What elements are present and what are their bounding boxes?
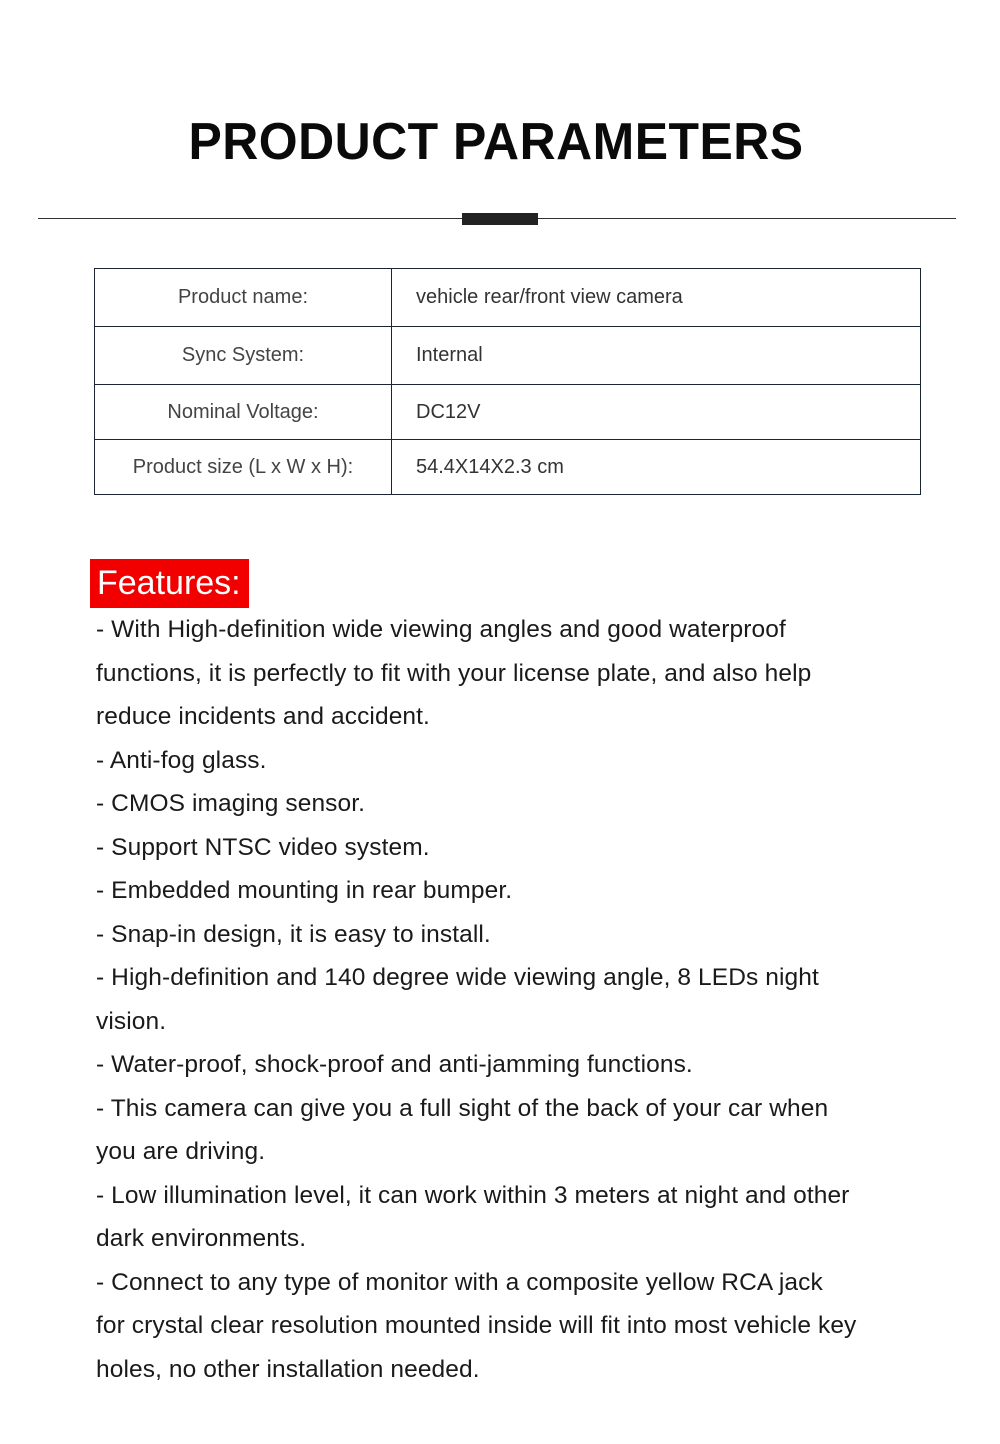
feature-line: - Snap-in design, it is easy to install. (96, 920, 491, 948)
feature-line: for crystal clear resolution mounted inside will fit into most vehicle key (96, 1312, 857, 1339)
features-heading: Features: (90, 559, 249, 608)
feature-line: - Connect to any type of monitor with a composite yellow RCA jack (96, 1268, 823, 1296)
feature-line: - High-definition and 140 degree wide viewing angle, 8 LEDs night (96, 964, 819, 991)
feature-line: - Embedded mounting in rear bumper. (96, 877, 513, 904)
table-row (95, 440, 921, 495)
parameters-table (94, 268, 921, 495)
feature-line: - Water-proof, shock-proof and anti-jamming functions. (96, 1051, 693, 1078)
param-label: Product size (L x W x H): (95, 440, 392, 495)
param-value: 54.4X14X2.3 cm (392, 440, 921, 495)
param-label: Sync System: (95, 327, 392, 385)
param-label: Nominal Voltage: (95, 385, 392, 440)
feature-line: - With High-definition wide viewing angles and good waterproof (96, 616, 786, 643)
table-row (95, 327, 921, 385)
feature-line: reduce incidents and accident. (96, 703, 430, 730)
param-value: DC12V (392, 385, 921, 440)
feature-line: - Anti-fog glass. (96, 746, 267, 774)
table-row (95, 385, 921, 440)
feature-line: vision. (96, 1007, 167, 1035)
page-title: PRODUCT PARAMETERS (188, 113, 804, 171)
feature-line: functions, it is perfectly to fit with your license plate, and also help (96, 659, 812, 687)
feature-line: dark environments. (96, 1225, 307, 1252)
title-divider-accent (462, 213, 538, 225)
feature-line: you are driving. (96, 1138, 266, 1165)
feature-line: - This camera can give you a full sight of the back of your car when (96, 1094, 829, 1122)
feature-line: - Low illumination level, it can work within 3 meters at night and other (96, 1181, 850, 1209)
param-value: Internal (392, 327, 921, 385)
table-row (95, 269, 921, 327)
param-label: Product name: (95, 269, 392, 327)
feature-line: - Support NTSC video system. (96, 833, 430, 861)
features-list (96, 608, 986, 1391)
feature-line: - CMOS imaging sensor. (96, 790, 366, 817)
feature-line: holes, no other installation needed. (96, 1355, 480, 1383)
param-value: vehicle rear/front view camera (392, 269, 921, 327)
